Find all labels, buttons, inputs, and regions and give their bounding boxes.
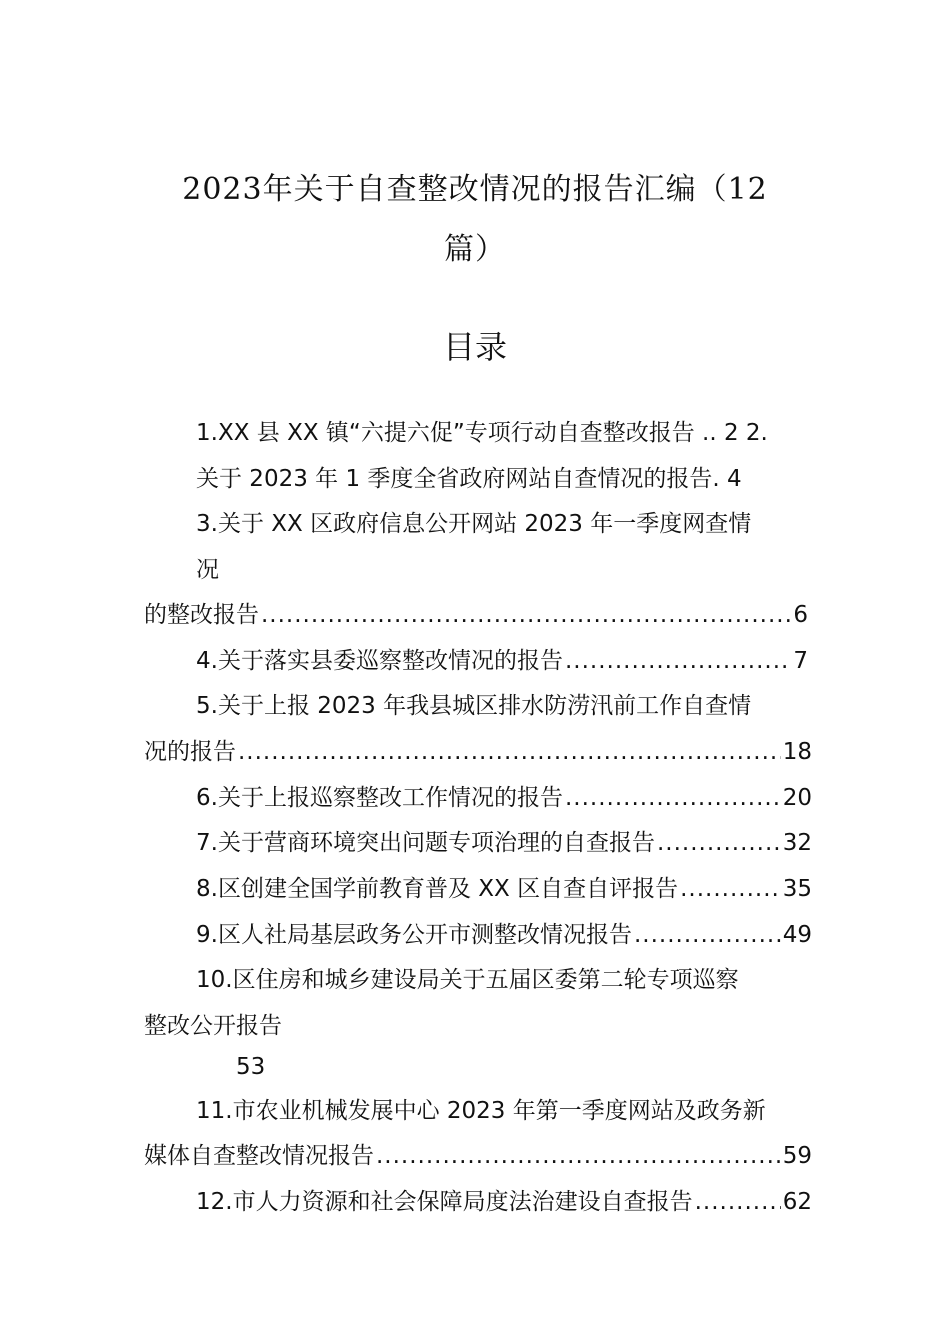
toc-entry-text: 8.区创建全国学前教育普及 XX 区自查自评报告 <box>196 876 679 902</box>
toc-entry-4[interactable] <box>196 646 808 676</box>
toc-page-number: 49 <box>782 922 812 948</box>
toc-entry-11-line-1[interactable]: 11.市农业机械发展中心 2023 年第一季度网站及政务新 <box>196 1098 766 1124</box>
toc-page-number: 18 <box>782 739 812 765</box>
dot-leader <box>634 920 781 950</box>
toc-entry-3-line-3[interactable] <box>144 600 808 630</box>
toc-entry-text: 9.区人社局基层政务公开市测整改情况报告 <box>196 922 632 948</box>
toc-entry-5-line-2[interactable] <box>144 737 812 767</box>
document-title-line-1: 2023年关于自查整改情况的报告汇编（12 <box>182 172 768 207</box>
toc-page-number: 6 <box>793 602 808 628</box>
toc-entry-3-line-2[interactable]: 况 <box>196 557 219 583</box>
toc-entry-text: 媒体自查整改情况报告 <box>144 1143 374 1169</box>
toc-heading: 目录 <box>442 328 507 366</box>
toc-entry-text: 的整改报告 <box>144 602 259 628</box>
toc-entry-3-line-1[interactable]: 3.关于 XX 区政府信息公开网站 2023 年一季度网查情 <box>196 511 752 537</box>
toc-entry-10-line-2[interactable]: 整改公开报告 <box>144 1013 282 1039</box>
toc-entry-5-line-1[interactable]: 5.关于上报 2023 年我县城区排水防涝汛前工作自查情 <box>196 693 752 719</box>
toc-entry-text: 7.关于营商环境突出问题专项治理的自查报告 <box>196 830 655 856</box>
document-title-line-2: 篇） <box>444 232 506 267</box>
toc-page-number: 32 <box>782 830 812 856</box>
dot-leader <box>565 646 791 676</box>
dot-leader <box>261 600 791 630</box>
toc-page-number: 35 <box>782 876 812 902</box>
dot-leader <box>376 1141 781 1171</box>
dot-leader <box>238 737 781 767</box>
toc-page-number: 7 <box>793 648 808 674</box>
toc-entry-text: 6.关于上报巡察整改工作情况的报告 <box>196 785 563 811</box>
toc-entry-8[interactable] <box>196 874 812 904</box>
toc-entry-text: 4.关于落实县委巡察整改情况的报告 <box>196 648 563 674</box>
toc-entry-text: 况的报告 <box>144 739 236 765</box>
toc-entry-text: 12.市人力资源和社会保障局度法治建设自查报告 <box>196 1189 693 1215</box>
toc-entry-6[interactable] <box>196 783 812 813</box>
toc-entry-1[interactable]: 1.XX 县 XX 镇“六提六促”专项行动自查整改报告 .. 2 2. <box>196 420 768 446</box>
toc-entry-9[interactable] <box>196 920 812 950</box>
toc-entry-11-line-2[interactable] <box>144 1141 812 1171</box>
dot-leader <box>680 874 781 904</box>
toc-entry-12[interactable] <box>196 1187 812 1217</box>
dot-leader <box>695 1187 781 1217</box>
toc-page-number: 62 <box>782 1189 812 1215</box>
toc-entry-10-line-1[interactable]: 10.区住房和城乡建设局关于五届区委第二轮专项巡察 <box>196 967 739 993</box>
toc-page-number: 59 <box>782 1143 812 1169</box>
dot-leader <box>657 828 781 858</box>
toc-page-number: 20 <box>782 785 812 811</box>
toc-entry-7[interactable] <box>196 828 812 858</box>
dot-leader <box>565 783 781 813</box>
toc-entry-2[interactable]: 关于 2023 年 1 季度全省政府网站自查情况的报告. 4 <box>196 466 742 492</box>
toc-entry-10-page-number[interactable]: 53 <box>236 1054 266 1080</box>
